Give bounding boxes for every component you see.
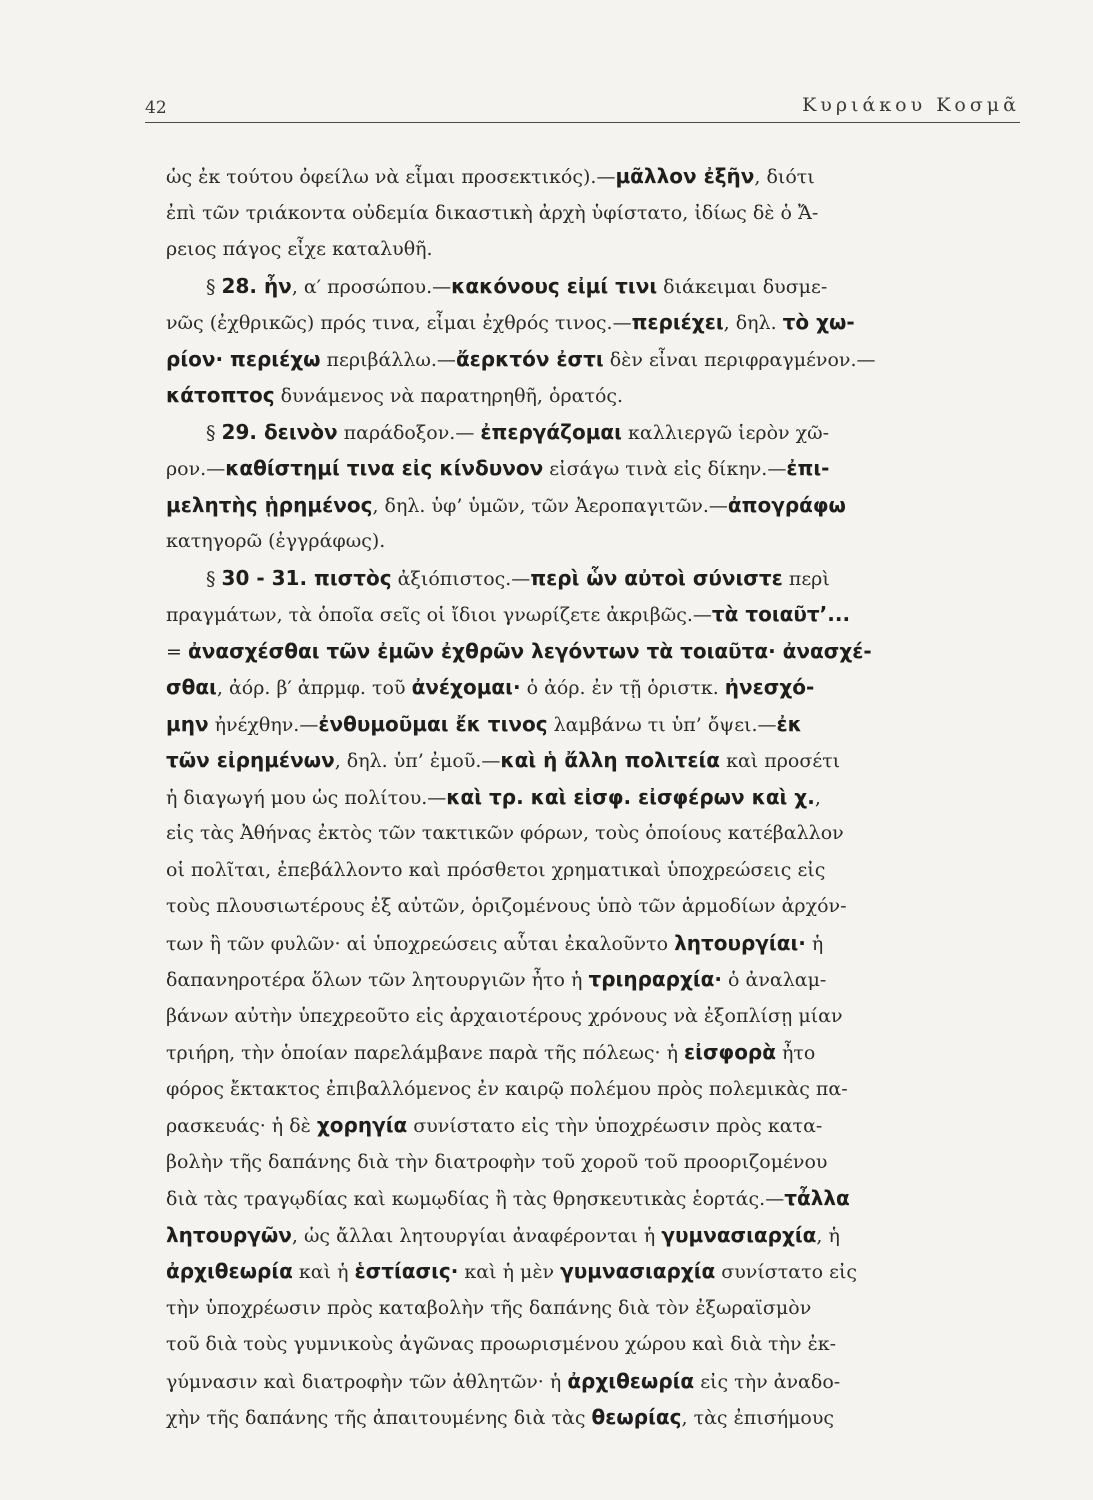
- text-line: [166, 304, 1021, 341]
- page-number: 42: [145, 98, 167, 118]
- bold-term: μην: [166, 711, 209, 736]
- bold-term: ἑστίασις·: [354, 1259, 459, 1283]
- bold-term: ἀρχιθεωρία: [166, 1259, 293, 1283]
- text-line: [166, 195, 1021, 232]
- text-line: [166, 414, 1021, 451]
- text-run: , δηλ. ὑφ’ ὑμῶν, τῶν Ἀεροπαγιτῶν.—: [372, 494, 728, 517]
- text-line: [166, 961, 1021, 998]
- bold-term: χορηγία: [316, 1113, 408, 1137]
- text-line: [166, 998, 1021, 1035]
- text-line: [166, 487, 1021, 524]
- text-line: [166, 560, 1021, 597]
- text-run: δυνάμενος νὰ παρατηρηθῆ, ὁρατός.: [274, 385, 624, 407]
- text-run: ἡ: [805, 932, 824, 955]
- bold-term: ἠνεσχό-: [724, 675, 815, 699]
- text-run: γύμνασιν καὶ διατροφὴν τῶν ἀθλητῶν· ἡ: [166, 1370, 568, 1393]
- bold-term: περιέχει: [631, 310, 724, 334]
- text-line: [166, 852, 1021, 889]
- text-run: §: [206, 275, 222, 298]
- text-run: καὶ ἡ μὲν: [458, 1261, 561, 1283]
- text-run: , ὡς ἄλλαι λητουργίαι ἀναφέρονται ἡ: [291, 1224, 662, 1247]
- text-run: ὁ ἀναλαμ-: [721, 969, 827, 991]
- bold-term: ἀνέχομαι·: [411, 675, 521, 699]
- text-line: [166, 925, 1021, 962]
- bold-term: ἄερκτόν ἐστι: [455, 346, 604, 371]
- text-run: τοῦ διὰ τοὺς γυμνικοὺς ἀγῶνας προωρισμένου χώρου καὶ διὰ τὴν ἐκ-: [166, 1333, 837, 1355]
- text-run: δαπανηροτέρα ὅλων τῶν λητουργιῶν ἦτο ἡ: [166, 969, 589, 991]
- text-run: καλλιεργῶ ἱερὸν χῶ-: [621, 421, 830, 444]
- text-run: ,: [814, 786, 821, 809]
- text-run: , ἀόρ. β′ ἀπρμφ. τοῦ: [216, 677, 412, 699]
- text-run: συνίστατο εἰς τὴν ὑποχρέωσιν πρὸς κατα-: [407, 1115, 823, 1137]
- text-run: διὰ τὰς τραγῳδίας καὶ κωμῳδίας ἢ τὰς θρησκευτικὰς ἑορτάς.—: [166, 1188, 785, 1210]
- text-line: [166, 742, 1021, 779]
- bold-term: καὶ τρ. καὶ εἰσφ. εἰσφέρων καὶ χ.: [446, 784, 815, 809]
- text-line: [166, 1363, 1021, 1400]
- bold-term: ἀνασχέσθαι τῶν ἐμῶν ἐχθρῶν λεγόντων τὰ τοιαῦτα· ἀνασχέ-: [187, 638, 872, 663]
- bold-term: ἀρχιθεωρία: [567, 1368, 695, 1393]
- text-run: βάνων αὐτὴν ὑπεχρεοῦτο εἰς ἀρχαιοτέρους χρόνους νὰ ἐξοπλίσῃ μίαν: [166, 1004, 843, 1027]
- text-run: πραγμάτων, τὰ ὁποῖα σεῖς οἱ ἴδιοι γνωρίζετε ἀκριβῶς.—: [166, 604, 712, 626]
- bold-term: 28. ἦν: [221, 273, 292, 298]
- bold-term: γυμνασιαρχία: [560, 1259, 716, 1283]
- text-line: [166, 633, 1021, 670]
- text-run: των ἢ τῶν φυλῶν· αἱ ὑποχρεώσεις αὗται ἐκαλοῦντο: [166, 932, 675, 955]
- bold-term: ἐνθυμοῦμαι ἔκ τινος: [318, 711, 548, 736]
- text-line: [166, 888, 1021, 925]
- bold-term: τῶν εἰρημένων: [166, 748, 335, 772]
- text-run: οἱ πολῖται, ἐπεβάλλοντο καὶ πρόσθετοι χρηματικαὶ ὑποχρεώσεις εἰς: [166, 858, 826, 881]
- bold-term: μᾶλλον ἐξῆν: [615, 164, 755, 188]
- text-run: καὶ ἡ: [292, 1261, 355, 1283]
- text-line: [166, 1071, 1021, 1108]
- text-run: ρον.—: [166, 458, 226, 480]
- text-run: , διότι: [754, 166, 815, 188]
- bold-term: ἐπι-: [786, 456, 830, 480]
- bold-term: ρίον· περιέχω: [166, 346, 321, 371]
- bold-term: σθαι: [166, 675, 217, 699]
- text-line: [166, 1253, 1021, 1290]
- text-line: [166, 815, 1021, 852]
- text-line: [166, 1144, 1021, 1181]
- text-run: ἠνέχθην.—: [208, 713, 319, 736]
- text-line: [166, 596, 1021, 633]
- bold-term: καὶ ἡ ἄλλη πολιτεία: [500, 748, 721, 772]
- bold-term: τὸ χω-: [782, 310, 855, 334]
- bold-term: τριηραρχία·: [588, 967, 722, 991]
- bold-term: γυμνασιαρχία: [661, 1222, 817, 1247]
- text-line: [166, 1217, 1021, 1254]
- text-run: ἡ διαγωγή μου ὡς πολίτου.—: [166, 786, 447, 809]
- text-run: καὶ προσέτι: [720, 750, 841, 772]
- text-run: συνίστατο εἰς: [715, 1261, 858, 1283]
- text-line: [166, 669, 1021, 706]
- text-run: ἦτο: [776, 1042, 816, 1064]
- bold-term: λητουργίαι·: [674, 930, 806, 955]
- text-run: ὡς ἐκ τούτου ὀφείλω νὰ εἶμαι προσεκτικός).—: [166, 166, 616, 188]
- text-run: τὴν ὑποχρέωσιν πρὸς καταβολὴν τῆς δαπάνης διὰ τὸν ἐξωραϊσμὸν: [166, 1296, 812, 1319]
- text-run: §: [206, 421, 222, 444]
- text-line: [166, 1107, 1021, 1144]
- bold-term: ἐκ: [776, 711, 802, 736]
- text-run: , δηλ.: [723, 312, 783, 334]
- body-text: [166, 158, 1021, 1436]
- text-run: , α′ προσώπου.—: [291, 275, 452, 298]
- text-run: ἀξιόπιστος.—: [391, 567, 531, 590]
- text-run: λαμβάνω τι ὑπ’ ὄψει.—: [547, 713, 777, 736]
- text-line: [166, 1290, 1021, 1327]
- text-run: περὶ: [782, 567, 830, 590]
- text-run: εἰσάγω τινὰ εἰς δίκην.—: [543, 458, 787, 480]
- text-line: [166, 377, 1021, 414]
- bold-term: κακόνους εἰμί τινι: [451, 273, 658, 298]
- bold-term: τὰ τοιαῦτ’...: [711, 602, 851, 626]
- text-line: [166, 1399, 1021, 1436]
- text-line: [166, 1034, 1021, 1071]
- text-run: βολὴν τῆς δαπάνης διὰ τὴν διατροφὴν τοῦ χοροῦ τοῦ προοριζομένου: [166, 1150, 828, 1173]
- text-line: [166, 1326, 1021, 1363]
- text-run: παράδοξον.—: [337, 421, 481, 444]
- bold-term: 29. δεινὸν: [221, 419, 338, 444]
- text-line: [166, 268, 1021, 305]
- text-run: , δηλ. ὑπ’ ἐμοῦ.—: [334, 750, 501, 772]
- text-run: τοὺς πλουσιωτέρους ἐξ αὐτῶν, ὁριζομένους ὑπὸ τῶν ἁρμοδίων ἀρχόν-: [166, 895, 847, 917]
- bold-term: εἰσφορὰ: [684, 1040, 776, 1064]
- bold-term: θεωρίας: [591, 1405, 682, 1429]
- text-run: κατηγορῶ (ἐγγράφως).: [166, 530, 386, 552]
- text-run: εἰς τὴν ἀναδο-: [694, 1370, 841, 1393]
- bold-term: κάτοπτος: [166, 383, 275, 407]
- bold-term: τἆλλα: [784, 1186, 850, 1210]
- text-run: §: [206, 567, 222, 590]
- text-run: φόρος ἔκτακτος ἐπιβαλλόμενος ἐν καιρῷ πολέμου πρὸς πολεμικὰς πα-: [166, 1077, 848, 1100]
- text-run: ἐπὶ τῶν τριάκοντα οὐδεμία δικαστικὴ ἀρχὴ ὑφίστατο, ἰδίως δὲ ὁ Ἄ-: [166, 201, 819, 224]
- text-run: δὲν εἶναι περιφραγμένον.—: [603, 348, 876, 371]
- text-run: εἰς τὰς Ἀθήνας ἐκτὸς τῶν τακτικῶν φόρων, τοὺς ὁποίους κατέβαλλον: [166, 822, 844, 844]
- text-run: =: [166, 640, 188, 663]
- bold-term: ἐπεργάζομαι: [480, 419, 622, 444]
- text-run: διάκειμαι δυσμε-: [657, 275, 828, 298]
- text-line: [166, 231, 1021, 268]
- bold-term: ἀπογράφω: [727, 492, 846, 517]
- text-run: ρειος πάγος εἶχε καταλυθῆ.: [166, 238, 433, 260]
- text-line: [166, 706, 1021, 743]
- page-header: [145, 86, 1020, 123]
- text-run: τριήρη, τὴν ὁποίαν παρελάμβανε παρὰ τῆς πόλεως· ἡ: [166, 1042, 685, 1064]
- text-run: , ἡ: [816, 1224, 840, 1247]
- text-run: περιβάλλω.—: [320, 348, 456, 371]
- text-line: [166, 450, 1021, 487]
- text-run: νῶς (ἐχθρικῶς) πρός τινα, εἶμαι ἐχθρός τινος.—: [166, 312, 632, 334]
- bold-term: λητουργῶν: [166, 1222, 292, 1247]
- bold-term: καθίστημί τινα εἰς κίνδυνον: [225, 456, 544, 480]
- text-line: [166, 779, 1021, 816]
- text-line: [166, 1180, 1021, 1217]
- text-line: [166, 341, 1021, 378]
- text-run: ὁ ἀόρ. ἐν τῇ ὁριστκ.: [520, 677, 725, 699]
- text-run: , τὰς ἐπισήμους: [681, 1407, 835, 1429]
- bold-term: περὶ ὧν αὐτοὶ σύνιστε: [530, 565, 783, 590]
- text-line: [166, 523, 1021, 560]
- text-run: ρασκευάς· ἡ δὲ: [166, 1115, 317, 1137]
- text-line: [166, 158, 1021, 195]
- bold-term: μελητὴς ᾑρημένος: [166, 492, 373, 517]
- running-title: Κυριάκου Κοσμᾶ: [802, 94, 1020, 116]
- text-run: χὴν τῆς δαπάνης τῆς ἀπαιτουμένης διὰ τὰς: [166, 1407, 592, 1429]
- bold-term: 30 - 31. πιστὸς: [221, 565, 392, 590]
